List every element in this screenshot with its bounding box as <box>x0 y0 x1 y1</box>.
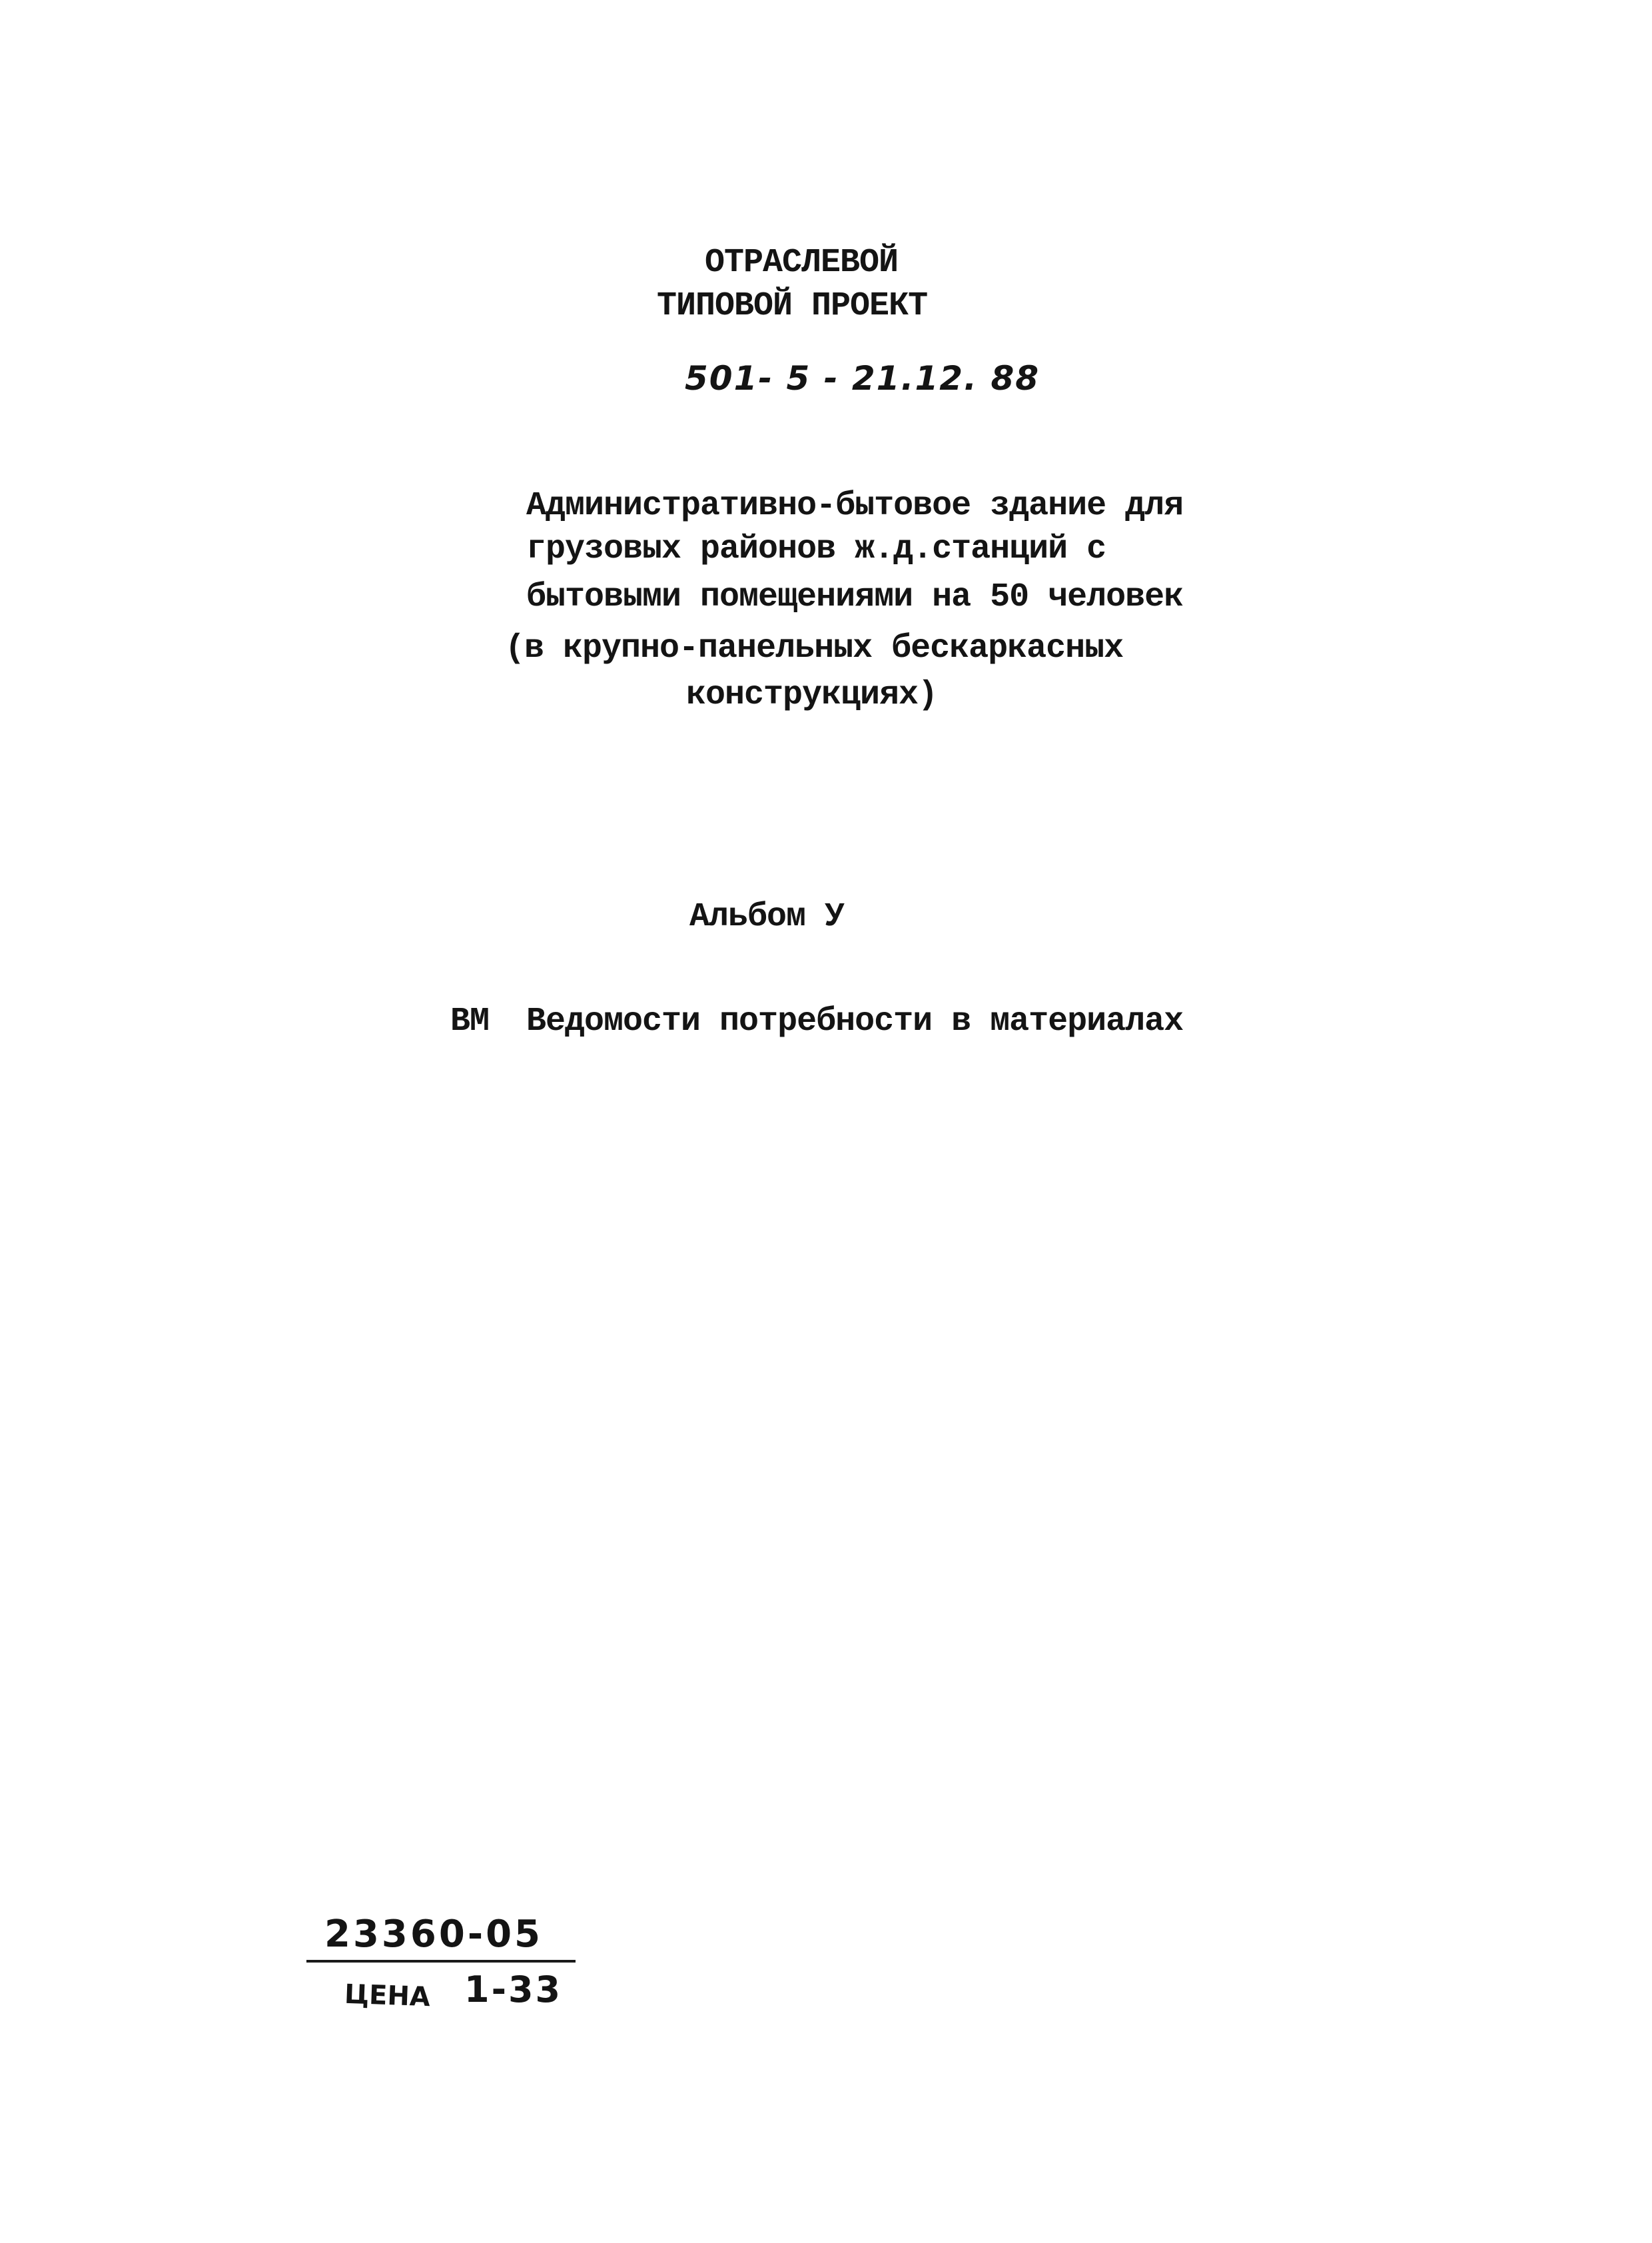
section-title: Ведомости потребности в материалах <box>526 1003 1184 1041</box>
stamp-price-value: 1-33 <box>464 1969 563 2011</box>
project-code: 501- 5 - 21.12. 88 <box>685 359 1040 398</box>
title-line-4: (в крупно-панельных бескаркасных <box>505 630 1124 668</box>
section-code: ВМ <box>450 1003 490 1041</box>
title-line-3: бытовыми помещениями на 50 человек <box>526 578 1184 616</box>
title-line-2: грузовых районов ж.д.станций с <box>526 530 1106 568</box>
stamp-price-label: ЦЕНА <box>344 1979 431 2013</box>
album-label: Альбом У <box>689 898 845 936</box>
title-line-1: Административно-бытовое здание для <box>526 487 1184 525</box>
stamp-underline <box>306 1960 576 1963</box>
stamp-number: 23360-05 <box>324 1913 543 1956</box>
title-line-5: конструкциях) <box>686 676 938 714</box>
header-line-1: ОТРАСЛЕВОЙ <box>705 244 899 282</box>
header-line-2: ТИПОВОЙ ПРОЕКТ <box>657 287 928 325</box>
